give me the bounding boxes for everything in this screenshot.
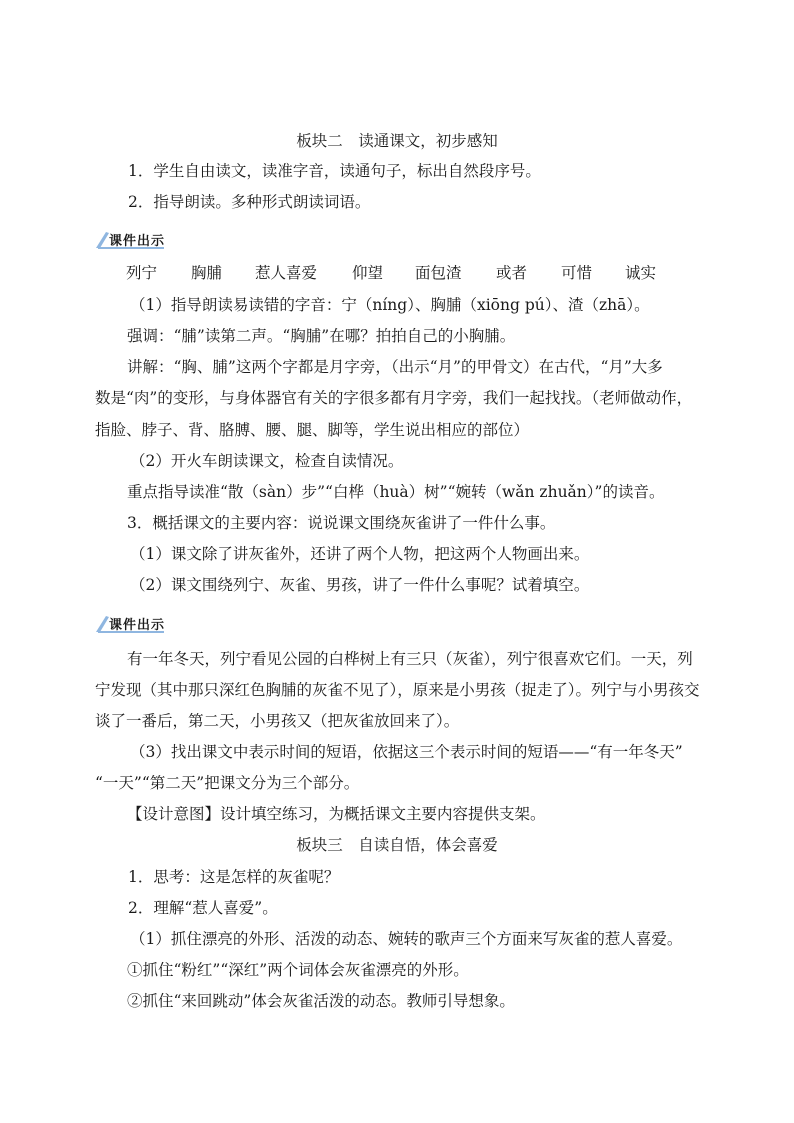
vocab-word: 或者: [496, 264, 528, 282]
vocabulary-row: [0, 263, 794, 285]
paragraph: 3．概括课文的主要内容：说说课文围绕灰雀讲了一件什么事。: [127, 514, 556, 532]
paragraph: 重点指导读准“散（sàn）步”“白桦（huà）树”“婉转（wǎn zhuǎn）”的读音。: [127, 483, 665, 501]
vocab-word: 列宁: [126, 264, 158, 282]
paragraph: 数是“肉”的变形，与身体器官有关的字很多都有月字旁，我们一起找找。（老师做动作，: [95, 389, 693, 407]
paragraph: （2）开火车朗读课文，检查自读情况。: [130, 452, 404, 470]
paragraph: （1）抓住漂亮的外形、活泼的动态、婉转的歌声三个方面来写灰雀的惹人喜爱。: [130, 930, 683, 948]
design-intent: 【设计意图】设计填空练习，为概括课文主要内容提供支架。: [127, 805, 546, 823]
section3-heading: 板块三 自读自悟，体会喜爱: [296, 836, 498, 854]
vocab-word: 诚实: [625, 264, 657, 282]
vocab-word: 可惜: [561, 264, 593, 282]
vocab-word: 面包渣: [415, 264, 462, 282]
fill-in-paragraph: 谈了一番后，第二天，小男孩又（把灰雀放回来了）。: [95, 712, 460, 730]
paragraph: ①抓住“粉红”“深红”两个词体会灰雀漂亮的外形。: [127, 961, 469, 979]
paragraph: 2．指导朗读。多种形式朗读词语。: [128, 193, 371, 211]
paragraph: ②抓住“来回跳动”体会灰雀活泼的动态。教师引导想象。: [127, 992, 515, 1010]
section2-heading: 板块二 读通课文，初步感知: [296, 132, 498, 150]
vocab-word: 仰望: [352, 264, 384, 282]
paragraph: 2．理解“惹人喜爱”。: [128, 899, 278, 917]
paragraph: 1．思考：这是怎样的灰雀呢？: [128, 868, 340, 886]
courseware-tag-label: 课件出示: [109, 234, 166, 249]
paragraph: “一天”“第二天”把课文分为三个部分。: [95, 774, 360, 792]
paragraph: 强调：“脯”读第二声。“胸脯”在哪？拍拍自己的小胸脯。: [127, 327, 516, 345]
fill-in-paragraph: 宁发现（其中那只深红色胸脯的灰雀不见了），原来是小男孩（捉走了）。列宁与小男孩交: [95, 681, 700, 699]
paragraph: （3）找出课文中表示时间的短语，依据这三个表示时间的短语——“有一年冬天”: [130, 743, 683, 761]
paragraph: 1．学生自由读文，读准字音，读通句子，标出自然段序号。: [128, 162, 541, 180]
fill-in-paragraph: 有一年冬天，列宁看见公园的白桦树上有三只（灰雀），列宁很喜欢它们。一天，列: [127, 650, 693, 668]
paragraph: 指脸、脖子、背、胳膊、腰、腿、脚等，学生说出相应的部位）: [95, 421, 530, 439]
vocab-word: 惹人喜爱: [255, 264, 318, 282]
paragraph: 讲解：“胸、脯”这两个字都是月字旁，（出示“月”的甲骨文）在古代，“月”大多: [127, 358, 663, 376]
paragraph: （1）课文除了讲灰雀外，还讲了两个人物，把这两个人物画出来。: [130, 545, 590, 563]
courseware-tag-label: 课件出示: [109, 618, 166, 633]
paragraph: （1）指导朗读易读错的字音：宁（níng）、胸脯（xiōng pú）、渣（zhā）。: [130, 296, 650, 314]
vocab-word: 胸脯: [191, 264, 223, 282]
paragraph: （2）课文围绕列宁、灰雀、男孩，讲了一件什么事呢？试着填空。: [130, 576, 590, 594]
